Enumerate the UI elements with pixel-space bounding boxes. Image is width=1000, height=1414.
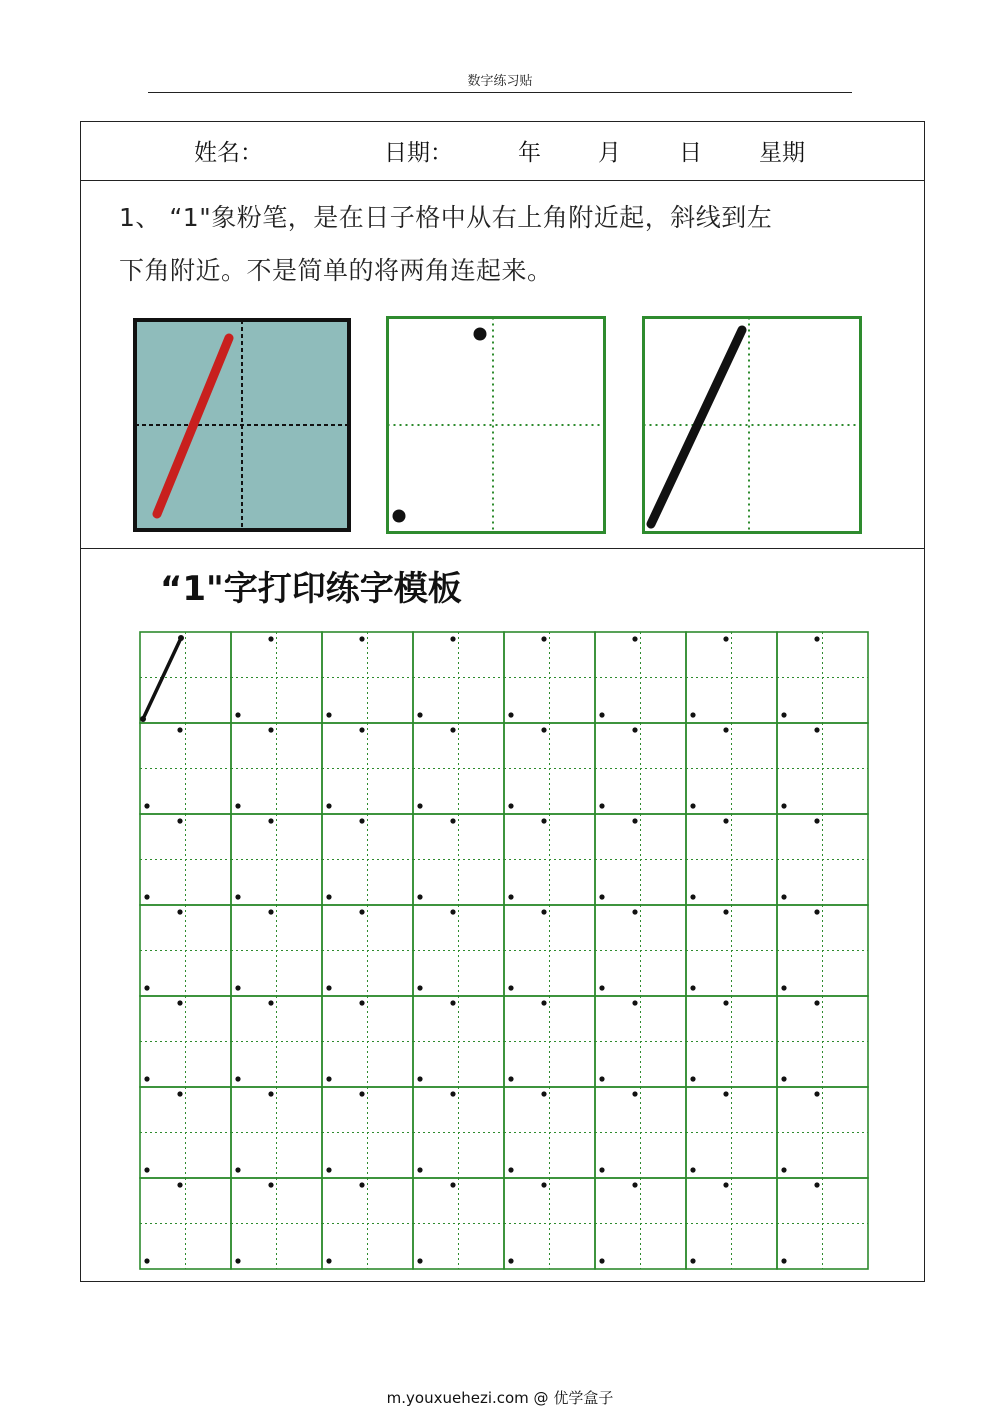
start-dot [177, 909, 182, 914]
start-dot [177, 1182, 182, 1187]
start-dot [723, 1000, 728, 1005]
start-dot [723, 818, 728, 823]
start-dot [268, 1091, 273, 1096]
end-dot [235, 985, 240, 990]
end-dot [690, 985, 695, 990]
start-dot [814, 909, 819, 914]
end-dot [235, 803, 240, 808]
start-dot [632, 1182, 637, 1187]
end-dot [599, 1076, 604, 1081]
end-dot [508, 1258, 513, 1263]
start-dot [723, 636, 728, 641]
instruction-line-1: 1、 “1"象粉笔，是在日子格中从右上角附近起，斜线到左 [119, 203, 773, 232]
end-dot [144, 1167, 149, 1172]
start-dot [541, 818, 546, 823]
demo-box-teal [133, 318, 351, 532]
end-dot [393, 510, 406, 523]
info-row-divider [80, 180, 925, 181]
start-dot [450, 909, 455, 914]
end-dot [144, 1076, 149, 1081]
start-dot [632, 636, 637, 641]
start-dot [359, 818, 364, 823]
start-dot [177, 818, 182, 823]
end-dot [235, 894, 240, 899]
start-dot [723, 1182, 728, 1187]
end-dot [235, 712, 240, 717]
end-dot [326, 894, 331, 899]
start-dot [632, 727, 637, 732]
end-dot [417, 894, 422, 899]
start-dot [632, 1000, 637, 1005]
end-dot [417, 985, 422, 990]
end-dot [690, 803, 695, 808]
end-dot [690, 1167, 695, 1172]
start-dot [450, 1091, 455, 1096]
end-dot [781, 803, 786, 808]
start-dot [450, 636, 455, 641]
end-dot [508, 803, 513, 808]
end-dot [599, 1167, 604, 1172]
end-dot [326, 1076, 331, 1081]
weekday-label: 星期 [759, 140, 805, 166]
start-dot [268, 636, 273, 641]
end-dot [599, 1258, 604, 1263]
end-dot [235, 1258, 240, 1263]
practice-grid [136, 628, 870, 1274]
end-dot [508, 894, 513, 899]
year-label: 年 [518, 140, 541, 166]
start-dot [450, 818, 455, 823]
end-dot [781, 894, 786, 899]
start-dot [814, 1182, 819, 1187]
end-dot [326, 712, 331, 717]
template-title: “1"字打印练字模板 [160, 569, 462, 609]
name-label: 姓名： [194, 140, 263, 166]
start-dot [177, 1091, 182, 1096]
start-dot [632, 1091, 637, 1096]
date-label: 日期： [384, 140, 453, 166]
day-label: 日 [679, 140, 702, 166]
start-dot [268, 909, 273, 914]
start-dot [723, 1091, 728, 1096]
end-dot [508, 985, 513, 990]
start-dot [450, 1000, 455, 1005]
end-dot [508, 1076, 513, 1081]
demo-box-dots [386, 316, 606, 534]
start-dot [723, 727, 728, 732]
month-label: 月 [598, 140, 621, 166]
end-dot [781, 1258, 786, 1263]
end-dot [508, 1167, 513, 1172]
end-dot [417, 1076, 422, 1081]
end-dot [690, 712, 695, 717]
example-stroke-one [143, 638, 181, 719]
footer-text: m.youxuehezi.com @ 优学盒子 [386, 1389, 614, 1407]
start-dot [814, 1091, 819, 1096]
example-start-dot [178, 635, 184, 641]
start-dot [450, 727, 455, 732]
start-dot [474, 328, 487, 341]
end-dot [690, 1076, 695, 1081]
end-dot [326, 1258, 331, 1263]
page-header-title: 数字练习贴 [467, 74, 533, 89]
section-divider [80, 548, 925, 549]
end-dot [781, 712, 786, 717]
start-dot [541, 909, 546, 914]
start-dot [359, 1091, 364, 1096]
start-dot [177, 1000, 182, 1005]
start-dot [450, 1182, 455, 1187]
end-dot [144, 894, 149, 899]
end-dot [417, 1167, 422, 1172]
end-dot [599, 803, 604, 808]
end-dot [690, 894, 695, 899]
end-dot [690, 1258, 695, 1263]
start-dot [632, 909, 637, 914]
end-dot [235, 1076, 240, 1081]
end-dot [144, 1258, 149, 1263]
start-dot [268, 1182, 273, 1187]
end-dot [417, 712, 422, 717]
instruction-line-2: 下角附近。不是简单的将两角连起来。 [119, 256, 553, 285]
end-dot [417, 1258, 422, 1263]
start-dot [814, 818, 819, 823]
end-dot [326, 1167, 331, 1172]
end-dot [781, 985, 786, 990]
start-dot [814, 1000, 819, 1005]
start-dot [814, 727, 819, 732]
start-dot [268, 818, 273, 823]
start-dot [177, 727, 182, 732]
end-dot [235, 1167, 240, 1172]
end-dot [144, 803, 149, 808]
end-dot [599, 985, 604, 990]
start-dot [359, 727, 364, 732]
end-dot [326, 803, 331, 808]
start-dot [541, 1091, 546, 1096]
end-dot [781, 1076, 786, 1081]
end-dot [599, 712, 604, 717]
start-dot [541, 636, 546, 641]
start-dot [268, 1000, 273, 1005]
end-dot [417, 803, 422, 808]
demo-box-black-stroke [642, 316, 862, 534]
start-dot [359, 1000, 364, 1005]
end-dot [144, 985, 149, 990]
end-dot [781, 1167, 786, 1172]
example-end-dot [140, 716, 146, 722]
start-dot [541, 1000, 546, 1005]
start-dot [359, 1182, 364, 1187]
header-rule [148, 92, 852, 93]
end-dot [508, 712, 513, 717]
end-dot [599, 894, 604, 899]
start-dot [359, 909, 364, 914]
end-dot [326, 985, 331, 990]
start-dot [541, 1182, 546, 1187]
start-dot [632, 818, 637, 823]
start-dot [268, 727, 273, 732]
start-dot [723, 909, 728, 914]
start-dot [541, 727, 546, 732]
start-dot [814, 636, 819, 641]
start-dot [359, 636, 364, 641]
